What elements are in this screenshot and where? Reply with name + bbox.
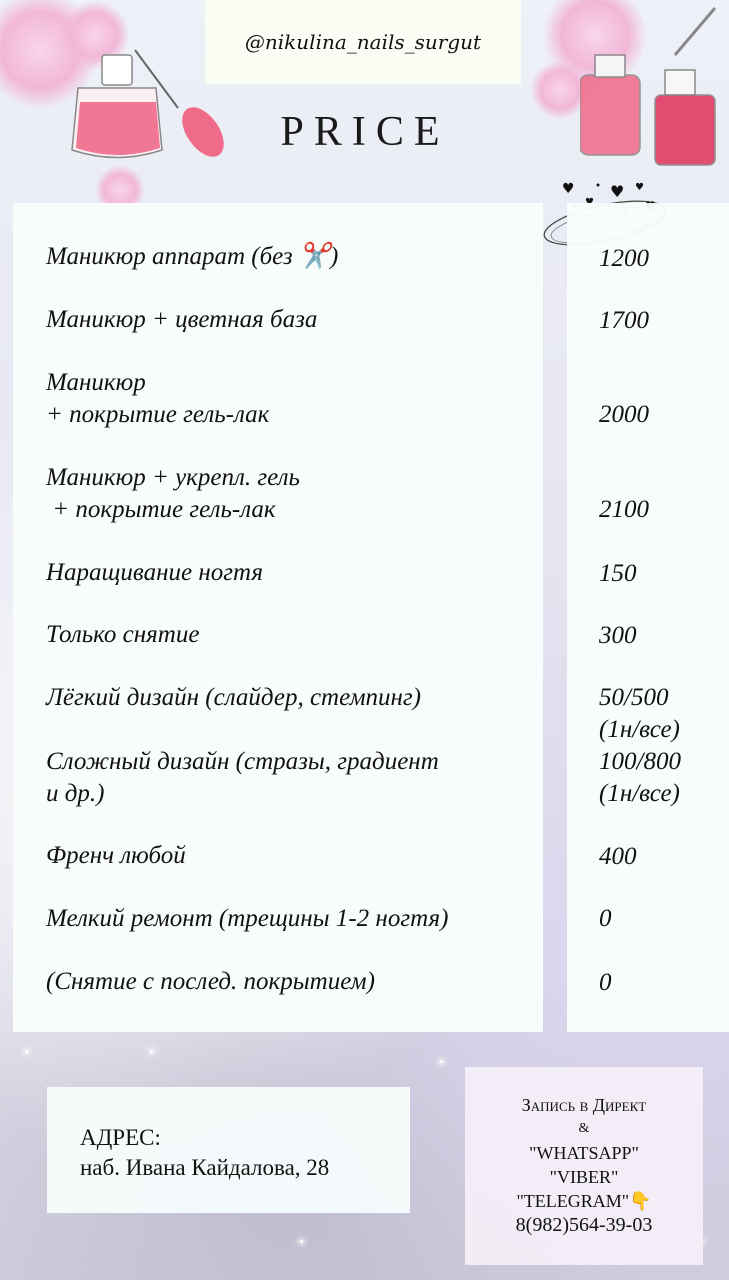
svg-text:♥: ♥ (635, 182, 644, 193)
service-price: 2000 (599, 401, 649, 428)
service-name: Маникюр аппарат (без ✂️) (46, 243, 339, 270)
nail-polish-illustration (580, 0, 729, 175)
sparkle-decoration (150, 1050, 153, 1053)
service-price: 0 (599, 905, 612, 932)
sparkle-decoration (440, 1060, 443, 1063)
service-price: 300 (599, 622, 637, 649)
instagram-handle[interactable] (205, 0, 521, 84)
svg-text:♥: ♥ (562, 181, 575, 197)
service-name: Маникюр + цветная база (46, 306, 318, 333)
service-name: Сложный дизайн (стразы, градиент и др.) (46, 748, 439, 807)
sparkle-decoration (300, 1240, 303, 1243)
svg-text:♥: ♥ (610, 182, 625, 201)
service-price: 1700 (599, 307, 649, 334)
service-name: Мелкий ремонт (трещины 1-2 ногтя) (46, 905, 449, 932)
service-price: 50/500 (1н/все) (599, 684, 680, 743)
service-name: Наращивание ногтя (46, 559, 263, 586)
address-value: наб. Ивана Кайдалова, 28 (80, 1155, 330, 1180)
phone-number[interactable]: 8(982)564-39-03 (515, 1214, 653, 1236)
service-name: Только снятие (46, 621, 200, 648)
booking-direct-text: Запись в Директ (521, 1095, 647, 1115)
service-price: 2100 (599, 496, 649, 523)
service-name: Маникюр + покрытие гель-лак (46, 369, 270, 428)
service-price: 1200 (599, 245, 649, 272)
service-name: (Снятие с послед. покрытием) (46, 968, 375, 995)
viber-link[interactable]: "VIBER" (549, 1167, 619, 1187)
whatsapp-link[interactable]: "WHATSAPP" (529, 1143, 639, 1163)
service-name: Лёгкий дизайн (слайдер, стемпинг) (46, 684, 422, 711)
service-price: 100/800 (1н/все) (599, 748, 681, 807)
service-name: Маникюр + укрепл. гель + покрытие гель-лак (46, 464, 300, 523)
ampersand: & (578, 1121, 590, 1136)
service-name: Френч любой (46, 842, 186, 869)
service-price: 150 (599, 560, 637, 587)
booking-contacts (465, 1067, 703, 1265)
instagram-handle-text: @nikulina_nails_surgut (244, 30, 482, 54)
page-title: PRICE (280, 109, 450, 155)
address-label: АДРЕС: (80, 1125, 161, 1150)
sparkle-decoration (25, 1050, 28, 1053)
telegram-link[interactable]: "TELEGRAM"👇 (516, 1191, 652, 1211)
service-price: 400 (599, 843, 637, 870)
service-price: 0 (599, 969, 612, 996)
